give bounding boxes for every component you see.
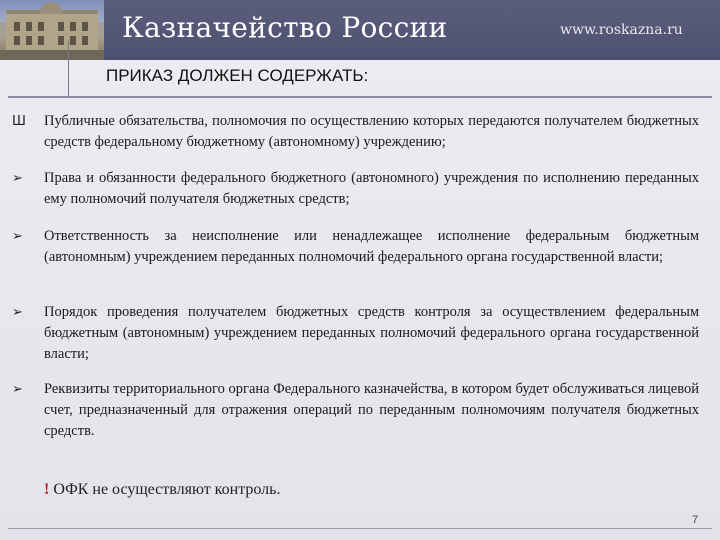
list-item-text: Публичные обязательства, полномочия по осуществлению которых передаются получателем бюджетных средств федеральному бюджетному (автономному) учреждению; bbox=[44, 113, 699, 150]
note-text: ОФК не осуществляют контроль. bbox=[53, 481, 281, 498]
bullet-marker: Ш bbox=[12, 114, 26, 129]
divider-vertical bbox=[68, 40, 69, 98]
arrow-bullet-icon: ➢ bbox=[12, 229, 23, 244]
page-number: 7 bbox=[692, 514, 699, 526]
divider-horizontal bbox=[8, 96, 712, 98]
list-item-text: Реквизиты территориального органа Федерального казначейства, в котором будет обслуживаться лицевой счет, предназначенный для отражения операций по переданным полномочиям получателя бюджетных средств. bbox=[44, 381, 699, 439]
list-item-text: Порядок проведения получателем бюджетных средств контроля за осуществлением федеральным бюджетным (автономным) учреждением переданных полномочий федерального органа государственной власти; bbox=[44, 304, 699, 362]
note bbox=[44, 481, 280, 499]
arrow-bullet-icon: ➢ bbox=[12, 382, 23, 397]
arrow-bullet-icon: ➢ bbox=[12, 305, 23, 320]
list-item-text: Права и обязанности федерального бюджетного (автономного) учреждения по исполнению переданных ему полномочий получателя бюджетных средств; bbox=[44, 170, 699, 207]
slide-heading: ПРИКАЗ ДОЛЖЕН СОДЕРЖАТЬ: bbox=[106, 66, 369, 85]
header-bar bbox=[0, 0, 720, 60]
bottom-border bbox=[8, 528, 712, 529]
building-logo-icon bbox=[0, 0, 104, 60]
arrow-bullet-icon: ➢ bbox=[12, 171, 23, 186]
header-title: Казначейство России bbox=[122, 11, 448, 44]
header-website: www.roskazna.ru bbox=[560, 22, 683, 38]
list-item-text: Ответственность за неисполнение или ненадлежащее исполнение федеральным бюджетным (автономным) учреждением переданных полномочий федерального органа государственной власти; bbox=[44, 228, 699, 265]
exclamation-icon: ! bbox=[44, 481, 50, 498]
